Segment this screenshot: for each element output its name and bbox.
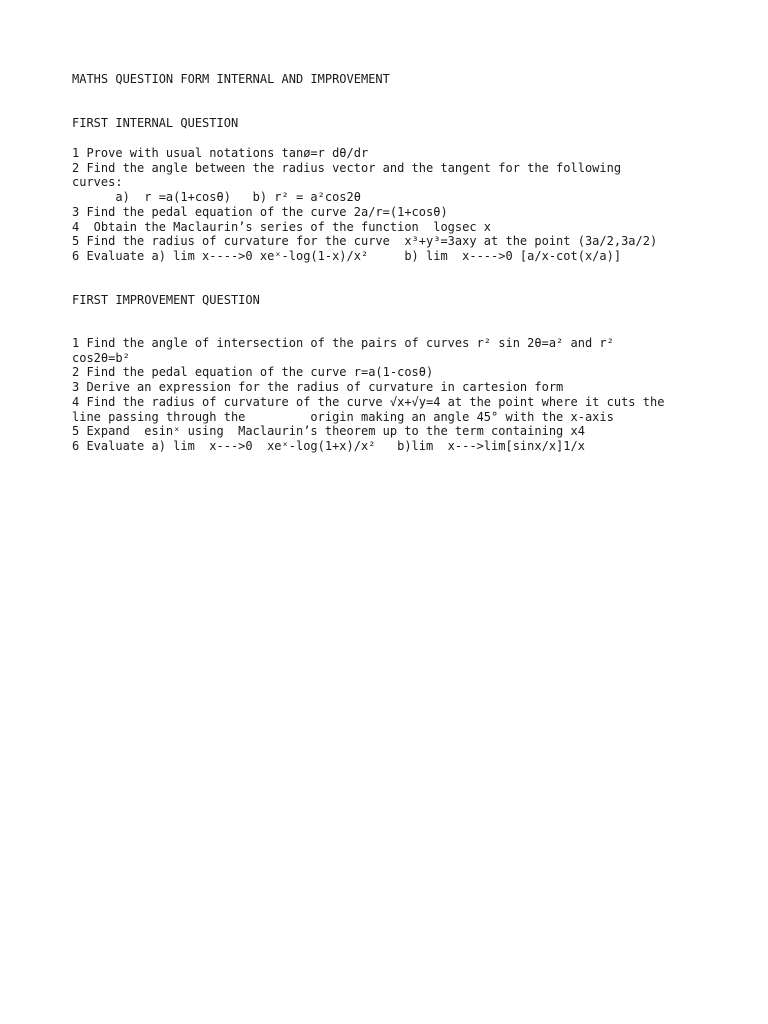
improvement-question-4: 4 Find the radius of curvature of the curve √x+√y=4 at the point where it cuts the (72, 394, 665, 409)
improvement-question-6: 6 Evaluate a) lim x--->0 xeˣ-log(1+x)/x² b)lim x--->lim[sinx/x]1/x (72, 438, 585, 453)
improvement-question-3: 3 Derive an expression for the radius of curvature in cartesion form (72, 380, 564, 395)
improvement-question-1: 1 Find the angle of intersection of the pairs of curves r² sin 2θ=a² and r² (72, 336, 614, 350)
document-title: MATHS QUESTION FORM INTERNAL AND IMPROVEMENT (72, 72, 390, 86)
internal-question-2: 2 Find the angle between the radius vector and the tangent for the following (72, 160, 622, 175)
improvement-question-5: 5 Expand esinˣ using Maclaurin’s theorem up to the term containing x4 (72, 424, 585, 439)
section-heading-improvement: FIRST IMPROVEMENT QUESTION (72, 293, 260, 307)
improvement-question-4-cont: line passing through the origin making an angle 45° with the x-axis (72, 409, 614, 424)
section-heading-internal: FIRST INTERNAL QUESTION (72, 116, 239, 130)
internal-question-5: 5 Find the radius of curvature for the curve x³+y³=3axy at the point (3a/2,3a/2) (72, 234, 658, 249)
internal-question-6: 6 Evaluate a) lim x---->0 xeˣ-log(1-x)/x² b) lim x---->0 [a/x-cot(x/a)] (72, 248, 622, 263)
internal-question-4: 4 Obtain the Maclaurin’s series of the function logsec x (72, 219, 492, 234)
internal-question-3: 3 Find the pedal equation of the curve 2a/r=(1+cosθ) (72, 204, 448, 219)
internal-question-1: 1 Prove with usual notations tanø=r dθ/dr (72, 146, 369, 160)
improvement-question-1-cont: cos2θ=b² (72, 350, 130, 365)
internal-question-2-cont: curves: (72, 175, 123, 190)
internal-question-2-parts: a) r =a(1+cosθ) b) r² = a²cos2θ (72, 190, 361, 205)
improvement-question-2: 2 Find the pedal equation of the curve r=a(1-cosθ) (72, 365, 434, 380)
